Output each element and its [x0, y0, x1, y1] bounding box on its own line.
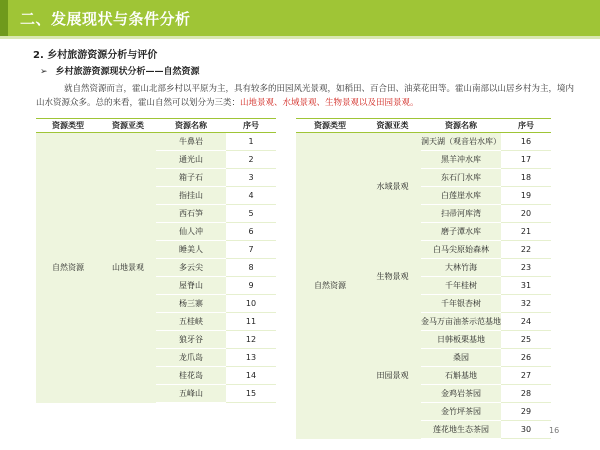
- column-header: 序号: [226, 119, 276, 133]
- column-header: 资源名称: [421, 119, 501, 133]
- resource-name-cell: 仙人冲: [156, 223, 226, 241]
- serial-number-cell: 22: [501, 241, 551, 259]
- serial-number-cell: 3: [226, 169, 276, 187]
- serial-number-cell: 2: [226, 151, 276, 169]
- serial-number-cell: 29: [501, 403, 551, 421]
- serial-number-cell: 5: [226, 205, 276, 223]
- serial-number-cell: 25: [501, 331, 551, 349]
- resource-name-cell: 桂花岛: [156, 367, 226, 385]
- serial-number-cell: 20: [501, 205, 551, 223]
- serial-number-cell: 6: [226, 223, 276, 241]
- resource-name-cell: 日韩板栗基地: [421, 331, 501, 349]
- resource-name-cell: 指挂山: [156, 187, 226, 205]
- serial-number-cell: 17: [501, 151, 551, 169]
- serial-number-cell: 15: [226, 385, 276, 403]
- resource-name-cell: 磨子潭水库: [421, 223, 501, 241]
- intro-paragraph: [36, 82, 575, 110]
- serial-number-cell: 8: [226, 259, 276, 277]
- resource-type-cell: 自然资源: [296, 133, 364, 439]
- resource-subtype-cell: 生物景观: [364, 241, 421, 313]
- serial-number-cell: 27: [501, 367, 551, 385]
- resource-name-cell: 千年银杏树: [421, 295, 501, 313]
- resource-name-cell: 金鸡岩茶园: [421, 385, 501, 403]
- resource-name-cell: 五桂峡: [156, 313, 226, 331]
- serial-number-cell: 31: [501, 277, 551, 295]
- resource-type-cell: 自然资源: [36, 133, 100, 403]
- subsection-heading: [40, 64, 200, 77]
- resource-name-cell: 金马万亩油茶示范基地: [421, 313, 501, 331]
- serial-number-cell: 21: [501, 223, 551, 241]
- resource-name-cell: 龙爪岛: [156, 349, 226, 367]
- table-row: [36, 133, 276, 151]
- serial-number-cell: 12: [226, 331, 276, 349]
- resource-name-cell: 东石门水库: [421, 169, 501, 187]
- resource-name-cell: 金竹坪茶园: [421, 403, 501, 421]
- header-rule: [0, 36, 600, 39]
- serial-number-cell: 16: [501, 133, 551, 151]
- serial-number-cell: 23: [501, 259, 551, 277]
- serial-number-cell: 30: [501, 421, 551, 439]
- resource-subtype-cell: 山地景观: [100, 133, 156, 403]
- table-header: [36, 119, 276, 133]
- resource-name-cell: 睡美人: [156, 241, 226, 259]
- resource-name-cell: 黑羊冲水库: [421, 151, 501, 169]
- serial-number-cell: 19: [501, 187, 551, 205]
- resource-name-cell: 千年桂树: [421, 277, 501, 295]
- resource-name-cell: 大林竹海: [421, 259, 501, 277]
- column-header: 资源亚类: [100, 119, 156, 133]
- resource-subtype-cell: 田园景观: [364, 313, 421, 439]
- table-header-row: [36, 119, 276, 133]
- resource-name-cell: 牛鼻岩: [156, 133, 226, 151]
- resource-name-cell: 扫帚河库湾: [421, 205, 501, 223]
- page-number: 16: [549, 426, 560, 435]
- serial-number-cell: 26: [501, 349, 551, 367]
- serial-number-cell: 10: [226, 295, 276, 313]
- page-title: 二、发展现状与条件分析: [20, 10, 191, 28]
- section-title: 2. 乡村旅游资源分析与评价: [33, 50, 158, 61]
- arrow-bullet-icon: ➢: [40, 67, 48, 77]
- resource-name-cell: 五峰山: [156, 385, 226, 403]
- table-header-row: [296, 119, 551, 133]
- paragraph-line-1: 就自然资源而言，霍山北部乡村以平原为主，具有较多的田园风光景观，如稻田、百合田、油菜花田等。霍山南部以山居乡村为主，境内: [64, 84, 575, 94]
- table-header: [296, 119, 551, 133]
- serial-number-cell: 7: [226, 241, 276, 259]
- resource-name-cell: 白马尖原始森林: [421, 241, 501, 259]
- serial-number-cell: 18: [501, 169, 551, 187]
- resource-name-cell: 洞天湖（观音岩水库）: [421, 133, 501, 151]
- table-body: [296, 133, 551, 439]
- header-accent: [0, 0, 8, 36]
- paragraph-line-2: [36, 96, 566, 110]
- resource-name-cell: 石斛基地: [421, 367, 501, 385]
- resource-name-cell: 白莲崖水库: [421, 187, 501, 205]
- column-header: 资源类型: [36, 119, 100, 133]
- column-header: 资源类型: [296, 119, 364, 133]
- resource-name-cell: 莲花地生态茶园: [421, 421, 501, 439]
- mountain-resources-table: [36, 118, 276, 403]
- resource-name-cell: 狼牙谷: [156, 331, 226, 349]
- resource-name-cell: 多云尖: [156, 259, 226, 277]
- table-body: [36, 133, 276, 403]
- table-row: [296, 133, 551, 151]
- paragraph-line-2-text: 山水资源众多。总的来看，霍山自然可以划分为三类：: [36, 98, 241, 108]
- serial-number-cell: 14: [226, 367, 276, 385]
- resource-name-cell: 桑园: [421, 349, 501, 367]
- serial-number-cell: 4: [226, 187, 276, 205]
- column-header: 资源亚类: [364, 119, 421, 133]
- serial-number-cell: 9: [226, 277, 276, 295]
- resource-subtype-cell: 水域景观: [364, 133, 421, 241]
- serial-number-cell: 32: [501, 295, 551, 313]
- resource-name-cell: 西石笋: [156, 205, 226, 223]
- resource-name-cell: 通光山: [156, 151, 226, 169]
- column-header: 序号: [501, 119, 551, 133]
- water-bio-field-resources-table: [296, 118, 551, 439]
- resource-name-cell: 箱子石: [156, 169, 226, 187]
- serial-number-cell: 13: [226, 349, 276, 367]
- column-header: 资源名称: [156, 119, 226, 133]
- subsection-title: 乡村旅游资源现状分析——自然资源: [55, 67, 200, 77]
- paragraph-highlight: 山地景观、水域景观、生物景观以及田园景观。: [240, 98, 419, 108]
- serial-number-cell: 24: [501, 313, 551, 331]
- serial-number-cell: 28: [501, 385, 551, 403]
- serial-number-cell: 11: [226, 313, 276, 331]
- serial-number-cell: 1: [226, 133, 276, 151]
- resource-name-cell: 杨三寨: [156, 295, 226, 313]
- resource-name-cell: 屋脊山: [156, 277, 226, 295]
